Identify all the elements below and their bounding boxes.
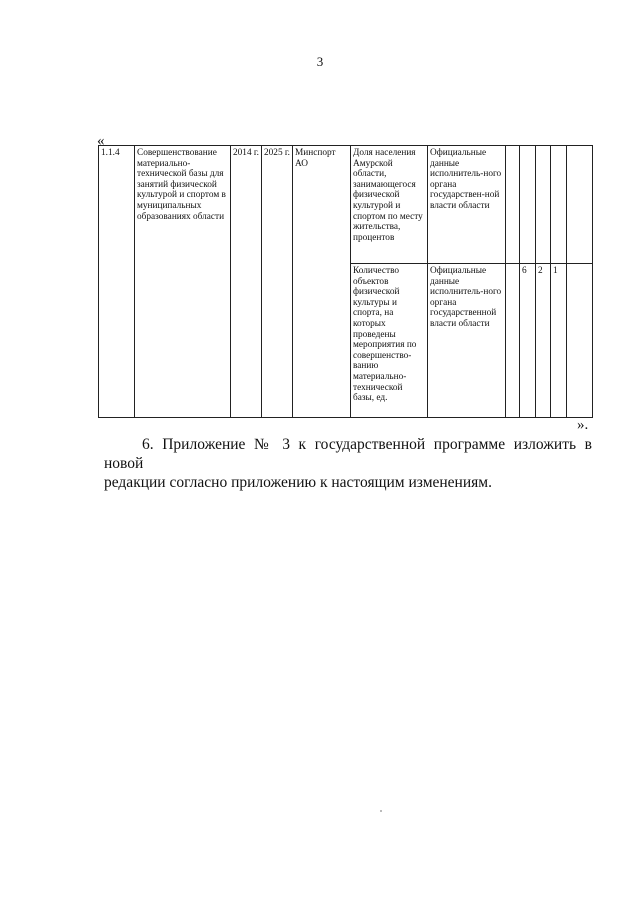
cell-value: 2 [536, 264, 551, 418]
cell-indicator-source: Официальные данные исполнитель-ного органа государствен-ной власти области [428, 146, 506, 264]
program-table [98, 145, 593, 418]
paragraph-line-1: 6. Приложение № 3 к государственной программе изложить в новой [104, 436, 592, 472]
cell-name: Совершенствование материально-технической базы для занятий физической культурой и спортом в муниципальных образованиях области [135, 146, 231, 418]
cell-value [506, 146, 520, 264]
page-number: 3 [316, 54, 324, 69]
cell-value [567, 264, 593, 418]
cell-value: 1 [551, 264, 567, 418]
cell-value: 6 [520, 264, 536, 418]
scan-speck [380, 810, 382, 812]
open-quote: « [97, 133, 105, 149]
cell-indicator-name: Доля населения Амурской области, занимающегося физической культурой и спортом по месту жительства, процентов [351, 146, 428, 264]
cell-value [520, 146, 536, 264]
cell-indicator-source: Официальные данные исполнитель-ного органа государственной власти области [428, 264, 506, 418]
cell-code: 1.1.4 [99, 146, 135, 418]
table-row [99, 146, 593, 264]
cell-executor: Минспорт АО [293, 146, 351, 418]
cell-value [536, 146, 551, 264]
close-quote: ». [577, 417, 589, 433]
cell-start-year: 2014 г. [231, 146, 262, 418]
cell-value [506, 264, 520, 418]
cell-indicator-name: Количество объектов физической культуры и спорта, на которых проведены мероприятия по совершенство-ванию материально-технической базы, ед. [351, 264, 428, 418]
cell-end-year: 2025 г. [262, 146, 293, 418]
cell-value [567, 146, 593, 264]
amendment-paragraph [104, 435, 592, 492]
cell-value [551, 146, 567, 264]
paragraph-line-2: редакции согласно приложению к настоящим изменениям. [104, 474, 492, 491]
